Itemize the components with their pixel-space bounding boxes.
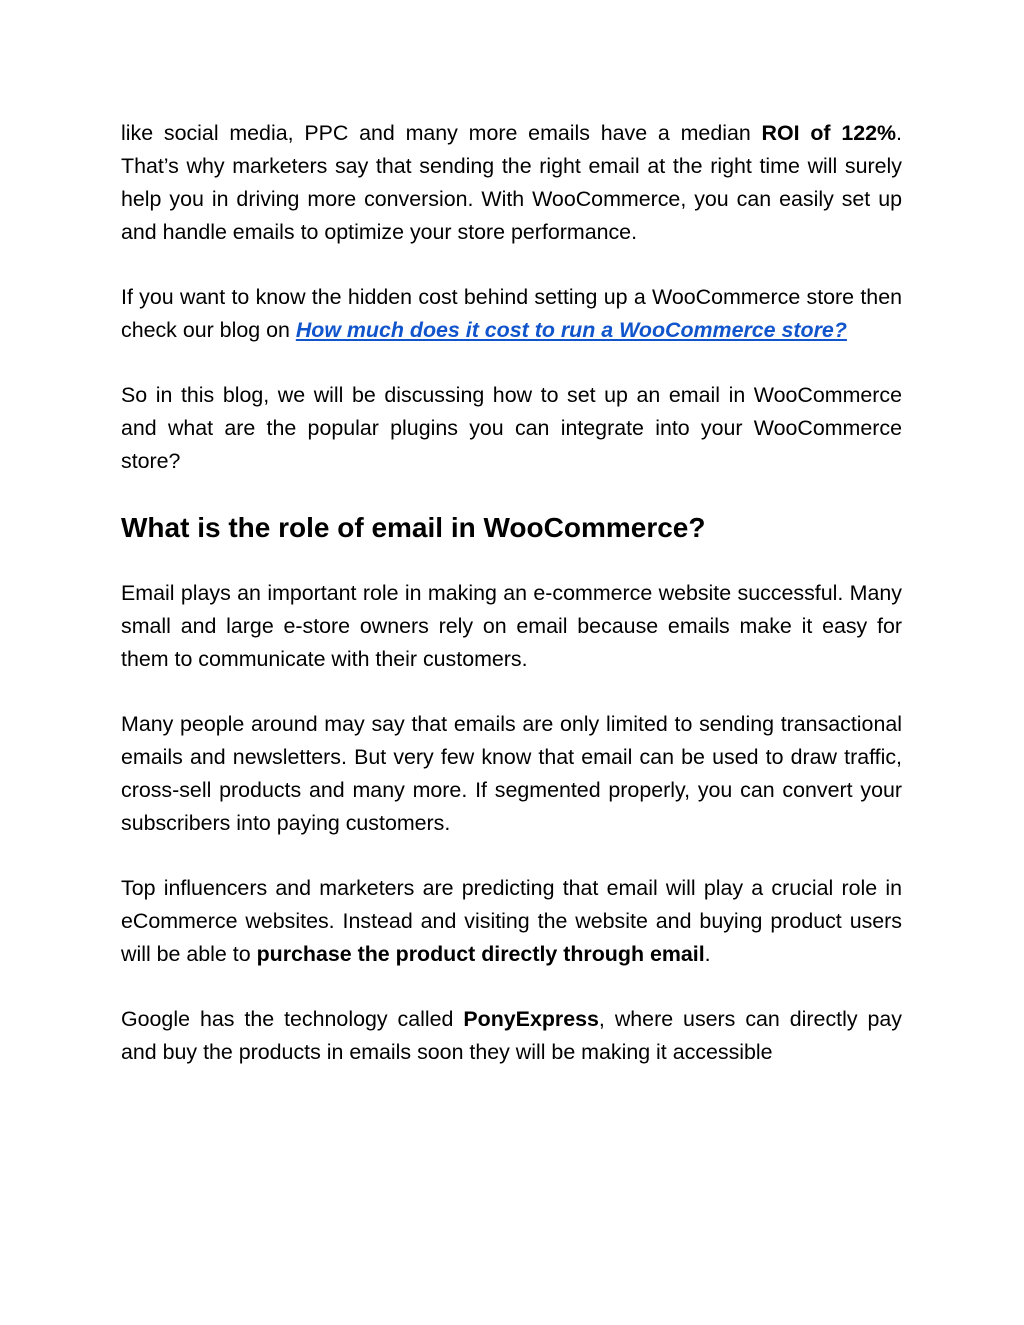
- paragraph-text: . That’s why marketers say that sending the right email at the right time will surely help you in driving more conversion. With WooCommerce, you can easily set up and handle emails to optimize your store performance.: [121, 121, 902, 244]
- paragraph-text: So in this blog, we will be discussing how to set up an email in WooCommerce and what are the popular plugins you can integrate into your WooCommerce store?: [121, 383, 902, 473]
- paragraph-ponyexpress: [121, 1003, 902, 1069]
- bold-text-roi: ROI of 122%: [761, 121, 897, 145]
- bold-text-purchase: purchase the product directly through email: [256, 942, 705, 966]
- paragraph-hidden-cost: [121, 281, 902, 347]
- paragraph-text: , where users can directly pay and buy the products in emails soon they will be making it accessible: [121, 1007, 902, 1064]
- paragraph-roi: [121, 117, 902, 249]
- paragraph-text: Email plays an important role in making an e-commerce website successful. Many small and large e-store owners rely on email because emails make it easy for them to communicate with their customers.: [121, 581, 902, 671]
- paragraph-influencers: [121, 872, 902, 971]
- paragraph-text: like social media, PPC and many more emails have a median: [121, 121, 762, 145]
- paragraph-text: Top influencers and marketers are predicting that email will play a crucial role in eCommerce websites. Instead and visiting the website and buying product users will be able to: [121, 876, 902, 966]
- paragraph-email-uses: [121, 708, 902, 840]
- paragraph-text: If you want to know the hidden cost behind setting up a WooCommerce store then check our blog on: [121, 285, 902, 342]
- paragraph-intro: [121, 379, 902, 478]
- paragraph-text: Many people around may say that emails are only limited to sending transactional emails and newsletters. But very few know that email can be used to draw traffic, cross-sell products and many more. If segmented properly, you can convert your subscribers into paying customers.: [121, 712, 902, 835]
- document-page: [121, 117, 902, 1101]
- paragraph-email-role: [121, 577, 902, 676]
- blog-link[interactable]: How much does it cost to run a WooCommerce store?: [295, 318, 847, 342]
- section-heading: What is the role of email in WooCommerce?: [121, 512, 706, 543]
- bold-text-ponyexpress: PonyExpress: [463, 1007, 599, 1031]
- paragraph-text: Google has the technology called: [121, 1007, 464, 1031]
- paragraph-text: .: [704, 942, 711, 966]
